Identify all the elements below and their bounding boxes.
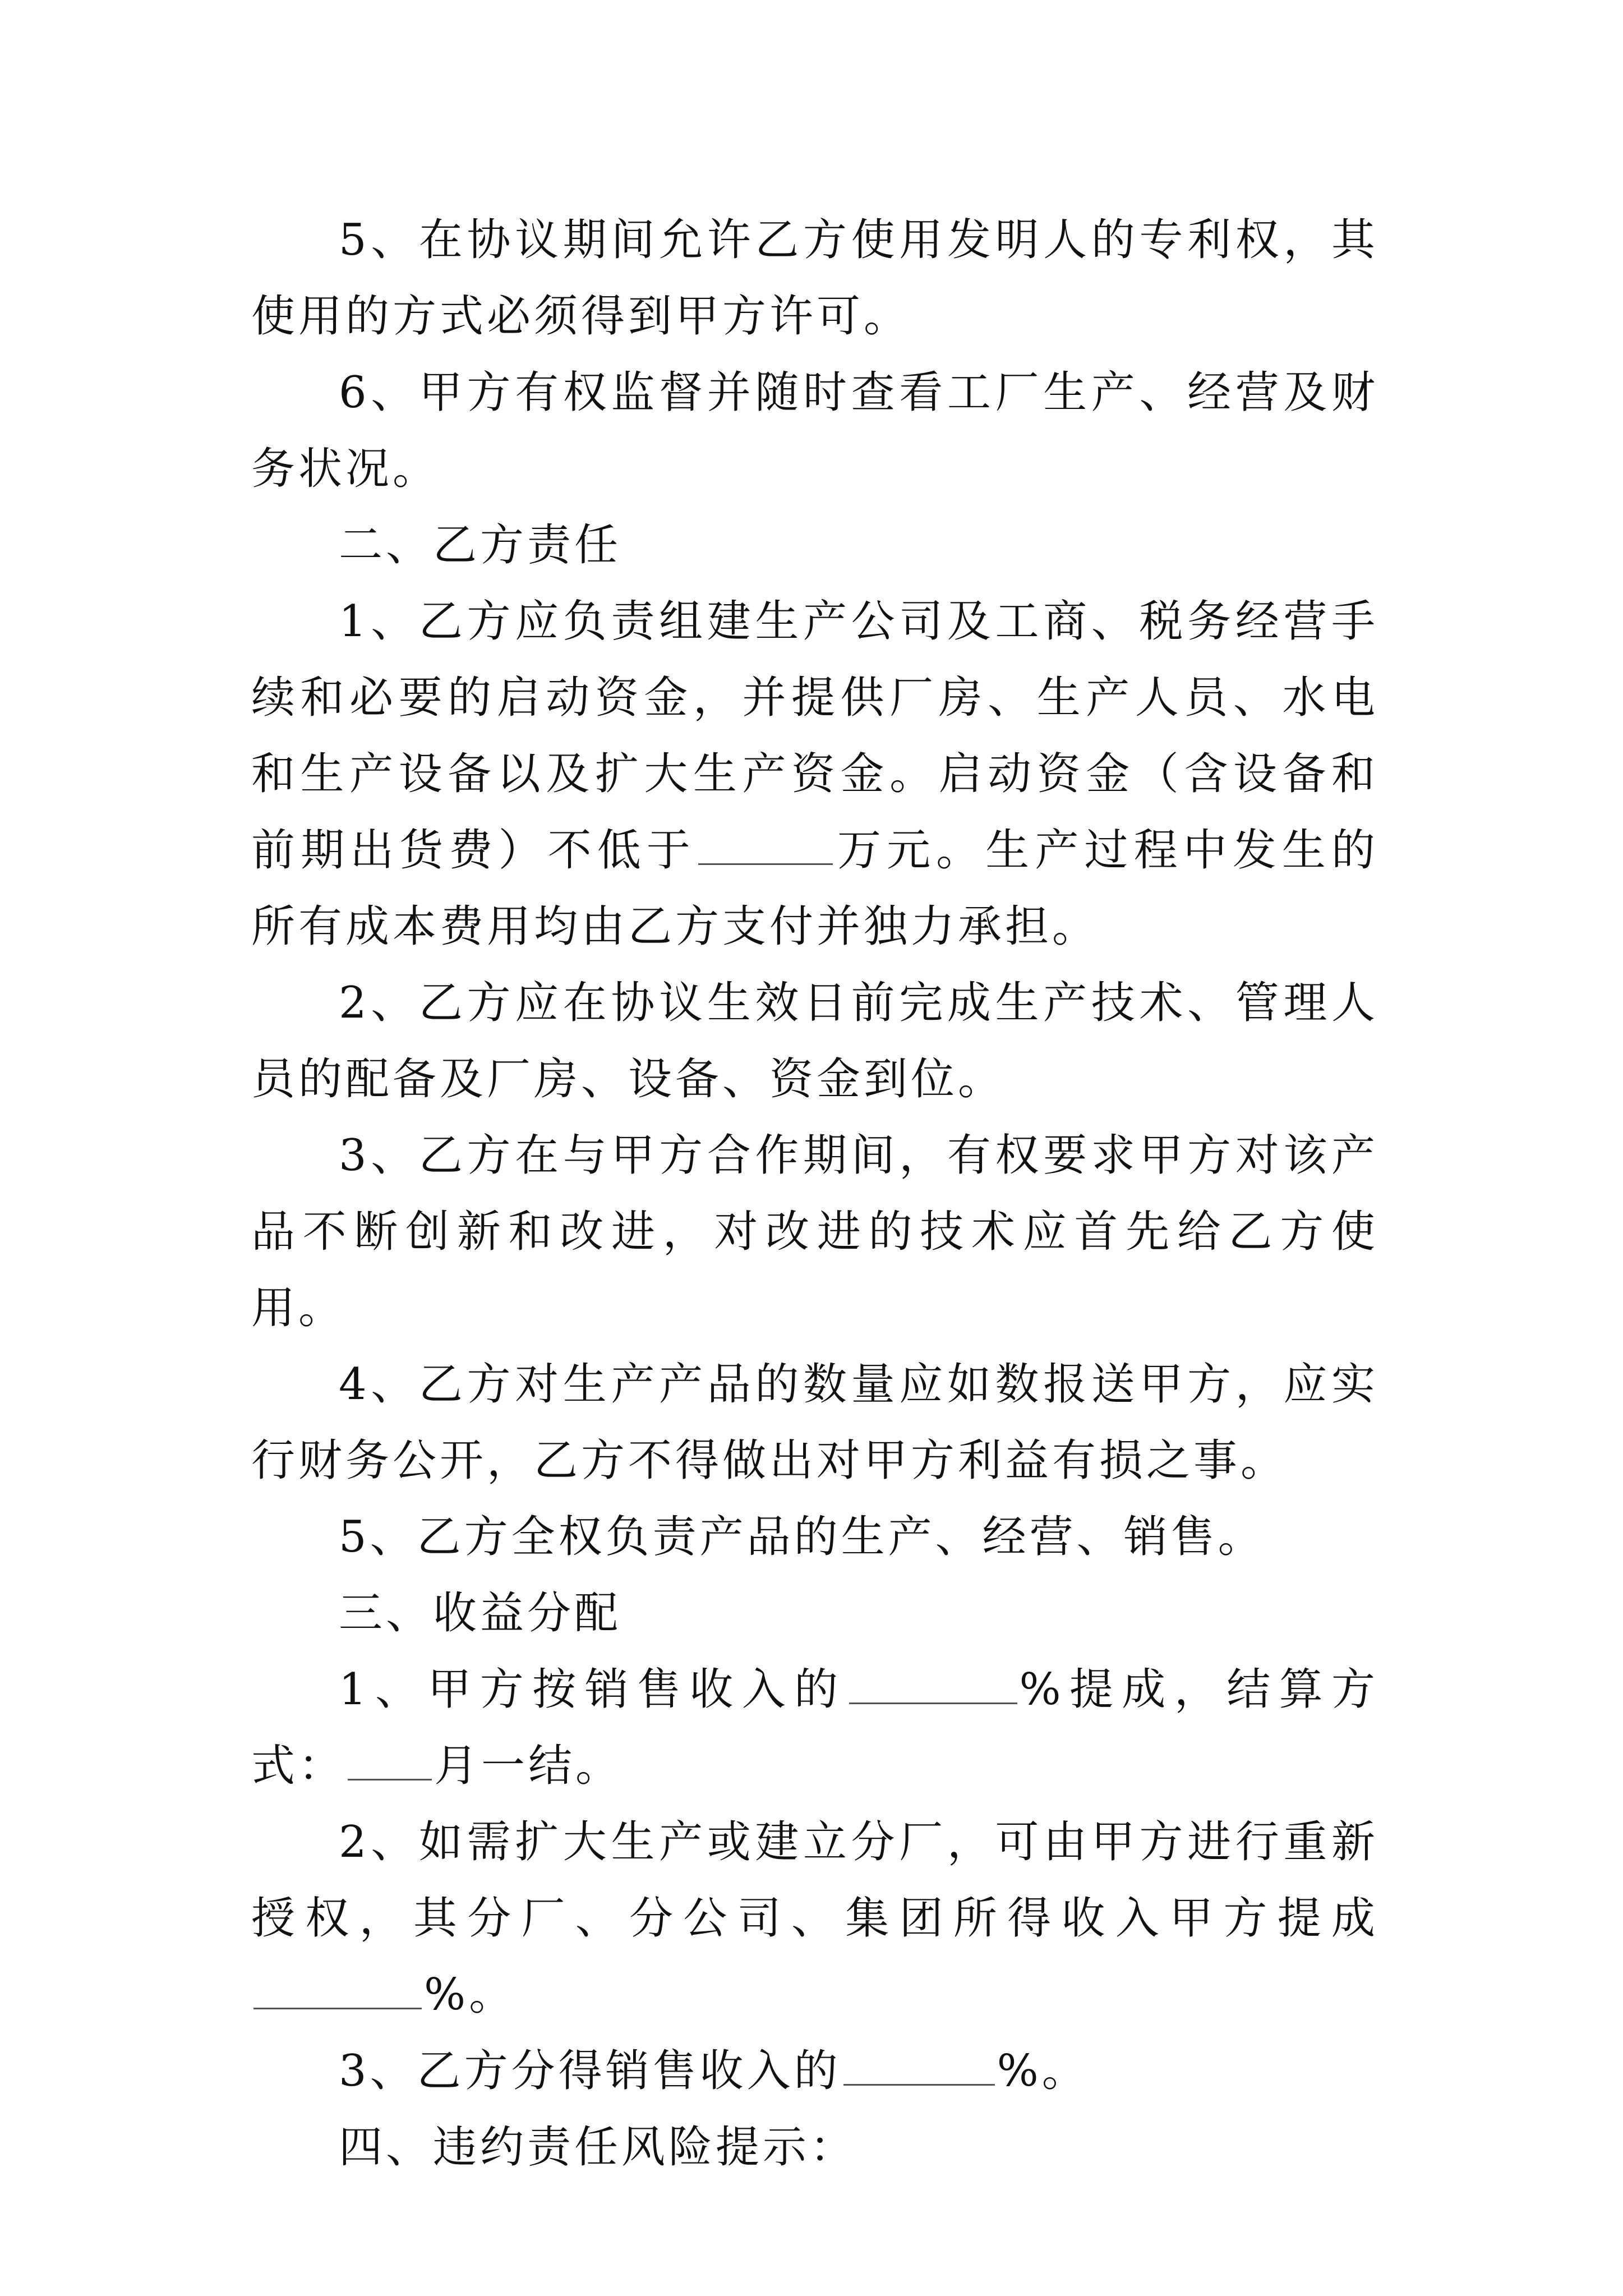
paragraph-text: 6、甲方有权监督并随时查看工厂生产、经营及财务状况。	[251, 367, 1378, 494]
clause-b2-staffing	[251, 965, 1378, 1117]
fill-in-blank-percent	[253, 1974, 422, 2009]
paragraph-text: 5、乙方全权负责产品的生产、经营、销售。	[339, 1512, 1265, 1562]
fill-in-blank-percent	[843, 2050, 995, 2086]
heading-text: 二、乙方责任	[339, 520, 622, 570]
clause-c3-party-b-share	[251, 2033, 1378, 2109]
fill-in-blank-percent	[849, 1669, 1017, 1704]
paragraph-text: 1、甲方按销售收入的	[339, 1664, 847, 1715]
section-heading-revenue-sharing	[251, 1575, 1378, 1651]
paragraph-text: %。	[424, 1970, 517, 2020]
clause-b3-innovation	[251, 1117, 1378, 1346]
clause-c2-expansion	[251, 1804, 1378, 2033]
clause-a5-patent-use	[251, 202, 1378, 355]
paragraph-text: %提成，结算方式：	[251, 1664, 1378, 1791]
clause-b1-setup-funding	[251, 583, 1378, 965]
clause-b4-reporting	[251, 1346, 1378, 1499]
clause-a6-supervision	[251, 355, 1378, 507]
paragraph-text: 3、乙方在与甲方合作期间，有权要求甲方对该产品不断创新和改进，对改进的技术应首先给乙方使用。	[251, 1130, 1378, 1333]
section-heading-liability	[251, 2109, 1378, 2185]
paragraph-text: 2、如需扩大生产或建立分厂，可由甲方进行重新授权，其分厂、分公司、集团所得收入甲方提成	[251, 1817, 1378, 1944]
paragraph-text: 1、乙方应负责组建生产公司及工商、税务经营手续和必要的启动资金，并提供厂房、生产人员、水电和生产设备以及扩大生产资金。启动资金（含设备和前期出货费）不低于	[251, 596, 1378, 876]
paragraph-text: 4、乙方对生产产品的数量应如数报送甲方，应实行财务公开，乙方不得做出对甲方利益有损之事。	[251, 1359, 1378, 1486]
fill-in-blank-amount	[698, 830, 833, 865]
heading-text: 四、违约责任风险提示：	[339, 2122, 857, 2173]
fill-in-blank-months	[348, 1745, 432, 1780]
paragraph-text: 2、乙方应在协议生效日前完成生产技术、管理人员的配备及厂房、设备、资金到位。	[251, 978, 1378, 1105]
paragraph-text: 5、在协议期间允许乙方使用发明人的专利权，其使用的方式必须得到甲方许可。	[251, 215, 1378, 342]
paragraph-text: 万元。生产过程中发生的所有成本费用均由乙方支付并独力承担。	[251, 825, 1378, 952]
paragraph-text: 3、乙方分得销售收入的	[339, 2046, 841, 2096]
clause-b5-operations	[251, 1499, 1378, 1575]
clause-c1-commission	[251, 1651, 1378, 1804]
heading-text: 三、收益分配	[339, 1588, 622, 1639]
paragraph-text: %。	[997, 2046, 1089, 2096]
paragraph-text: 月一结。	[434, 1741, 623, 1791]
section-heading-party-b-duties	[251, 507, 1378, 583]
document-body	[251, 202, 1378, 2185]
